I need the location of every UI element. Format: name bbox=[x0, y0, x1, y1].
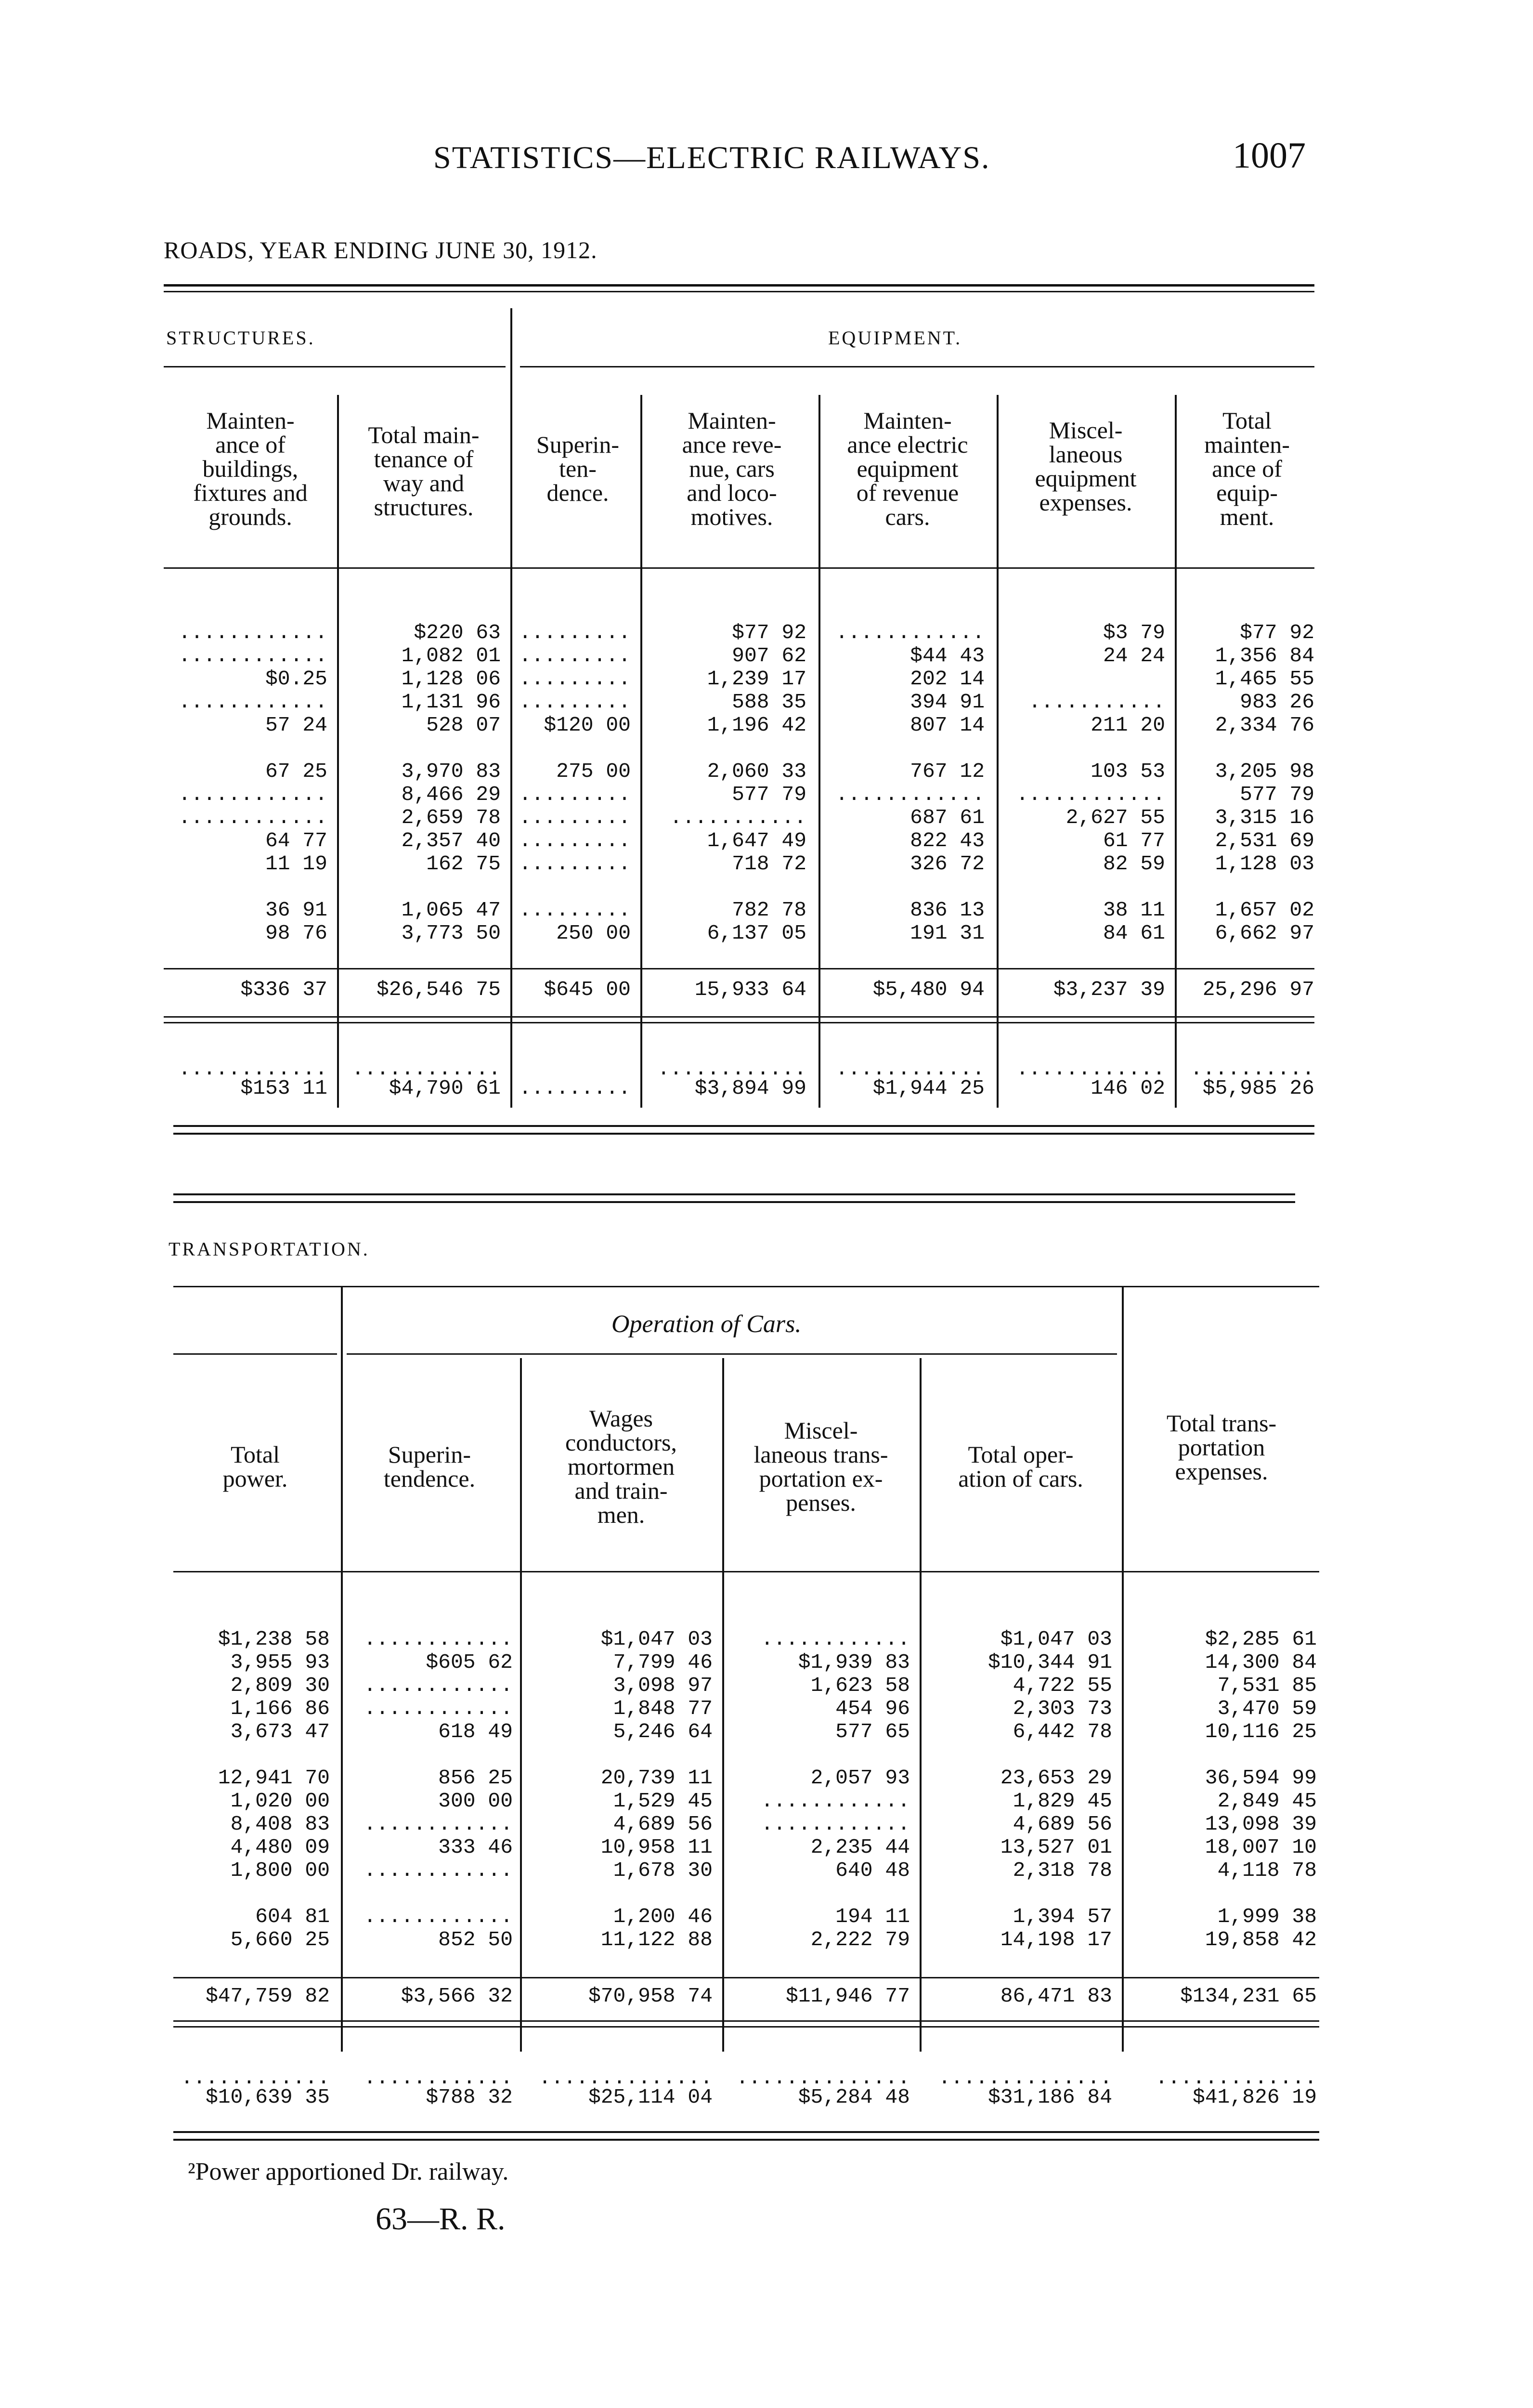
leader-dots: ............ bbox=[178, 1057, 327, 1081]
table-cell: 1,065 47 bbox=[401, 898, 501, 922]
apportioned-value: $41,826 19 bbox=[1192, 2085, 1317, 2109]
column-total: $645 00 bbox=[544, 978, 631, 1001]
table-cell: 1,657 02 bbox=[1215, 898, 1314, 922]
table-cell: ............ bbox=[364, 1627, 513, 1651]
table-cell: 36,594 99 bbox=[1205, 1766, 1317, 1790]
table-top-rule bbox=[164, 291, 1314, 292]
table-cell: 907 62 bbox=[732, 644, 806, 667]
data-column bbox=[176, 1628, 330, 1951]
table-cell: ............ bbox=[178, 783, 327, 806]
leader-dots: ............ bbox=[351, 1057, 501, 1081]
table-cell: 618 49 bbox=[438, 1720, 513, 1743]
table-cell: ......... bbox=[519, 690, 631, 714]
leader-dots: ............ bbox=[835, 1057, 985, 1081]
table-cell bbox=[176, 1743, 330, 1767]
apportioned-value: $3,894 99 bbox=[694, 1076, 806, 1100]
table-cell: 202 14 bbox=[910, 667, 985, 691]
table-cell: 1,082 01 bbox=[401, 644, 501, 667]
table-cell: 1,623 58 bbox=[810, 1674, 910, 1697]
table-cell: 5,246 64 bbox=[613, 1720, 713, 1743]
group-heading-operation: Operation of Cars. bbox=[611, 1310, 802, 1338]
table-cell: ......... bbox=[519, 806, 631, 829]
table-cell: 1,166 86 bbox=[230, 1697, 330, 1720]
data-column bbox=[648, 621, 806, 945]
column-header: Miscel- laneous trans- portation ex- penses. bbox=[754, 1417, 888, 1516]
table-cell: $0.25 bbox=[265, 667, 327, 691]
table-cell: 3,098 97 bbox=[613, 1674, 713, 1697]
table-cell: 1,529 45 bbox=[613, 1789, 713, 1813]
column-total: 86,471 83 bbox=[1000, 1984, 1112, 2008]
group-rule bbox=[164, 366, 506, 367]
table-cell: 5,660 25 bbox=[230, 1928, 330, 1951]
leader-dots: .......... bbox=[1190, 1057, 1314, 1081]
table-cell: 687 61 bbox=[910, 806, 985, 829]
table-bottom-rule bbox=[173, 1133, 1314, 1135]
column-rule bbox=[640, 395, 642, 1108]
page-number: 1007 bbox=[1233, 135, 1306, 176]
table-cell bbox=[826, 876, 985, 899]
table-cell: 2,627 55 bbox=[1065, 806, 1165, 829]
table-cell: 36 91 bbox=[265, 898, 327, 922]
table-cell: 836 13 bbox=[910, 898, 985, 922]
table-cell bbox=[1182, 876, 1314, 899]
footnote: ²Power apportioned Dr. railway. bbox=[188, 2158, 509, 2186]
table-cell: 1,800 00 bbox=[230, 1858, 330, 1882]
table-cell bbox=[518, 737, 631, 760]
table-cell: 4,722 55 bbox=[1013, 1674, 1112, 1697]
table-cell: 2,057 93 bbox=[810, 1766, 910, 1790]
table-bottom-rule bbox=[173, 2131, 1319, 2133]
table-cell: ............ bbox=[178, 644, 327, 667]
column-rule bbox=[1175, 395, 1177, 1108]
leader-dots: .............. bbox=[736, 2066, 910, 2090]
column-total: 25,296 97 bbox=[1202, 978, 1314, 1001]
table-bottom-rule bbox=[173, 1125, 1314, 1127]
table-cell bbox=[729, 1882, 910, 1905]
table-cell bbox=[927, 1882, 1112, 1905]
column-header: Mainten- ance electric equipment of revenue cars. bbox=[847, 407, 968, 530]
data-column bbox=[349, 1628, 513, 1951]
table-cell: $77 92 bbox=[1240, 621, 1314, 644]
table-cell: 3,773 50 bbox=[401, 921, 501, 945]
apportioned-value: $1,944 25 bbox=[872, 1076, 985, 1100]
table-cell: $1,238 58 bbox=[218, 1627, 330, 1651]
column-total: $336 37 bbox=[240, 978, 327, 1001]
leader-dots: ............. bbox=[1155, 2066, 1317, 2090]
table-cell bbox=[729, 1743, 910, 1767]
table-cell: 84 61 bbox=[1103, 921, 1165, 945]
table-cell bbox=[927, 1743, 1112, 1767]
leader-dots: .............. bbox=[938, 2066, 1112, 2090]
table-cell: 67 25 bbox=[265, 759, 327, 783]
table-cell: 6,662 97 bbox=[1215, 921, 1314, 945]
data-column bbox=[527, 1628, 713, 1951]
data-column bbox=[518, 621, 631, 945]
table-cell bbox=[527, 1882, 713, 1905]
data-column bbox=[1129, 1628, 1317, 1951]
table-cell: 250 00 bbox=[556, 921, 631, 945]
table-cell: 3,315 16 bbox=[1215, 806, 1314, 829]
table-top-rule bbox=[173, 1201, 1295, 1203]
table-cell: 3,970 83 bbox=[401, 759, 501, 783]
table-cell: 2,222 79 bbox=[810, 1928, 910, 1951]
apportioned-value: $31,186 84 bbox=[987, 2085, 1112, 2109]
table-cell: ......... bbox=[519, 621, 631, 644]
table-cell: ............ bbox=[178, 806, 327, 829]
table-cell bbox=[1129, 1743, 1317, 1767]
table-cell bbox=[1129, 1882, 1317, 1905]
column-header: Superin- tendence. bbox=[383, 1441, 476, 1492]
apportioned-value: $4,790 61 bbox=[389, 1076, 501, 1100]
table-cell: $605 62 bbox=[426, 1650, 513, 1674]
table-cell: 2,334 76 bbox=[1215, 713, 1314, 737]
table-cell bbox=[527, 1743, 713, 1767]
table-cell bbox=[648, 737, 806, 760]
table-cell: 98 76 bbox=[265, 921, 327, 945]
running-head: STATISTICS—ELECTRIC RAILWAYS. bbox=[433, 140, 990, 175]
table-cell: 8,466 29 bbox=[401, 783, 501, 806]
apportioned-value: $10,639 35 bbox=[205, 2085, 330, 2109]
table-cell: 718 72 bbox=[732, 852, 806, 876]
data-column bbox=[1004, 621, 1165, 945]
table-cell: 6,137 05 bbox=[707, 921, 806, 945]
table-cell: 1,356 84 bbox=[1215, 644, 1314, 667]
table-cell: 194 11 bbox=[835, 1905, 910, 1928]
data-column bbox=[1182, 621, 1314, 945]
column-header: Mainten- ance of buildings, fixtures and grounds. bbox=[193, 407, 308, 530]
table-cell: 782 78 bbox=[732, 898, 806, 922]
table-cell: 2,659 78 bbox=[401, 806, 501, 829]
page-subtitle: ROADS, YEAR ENDING JUNE 30, 1912. bbox=[164, 236, 598, 263]
table-cell: 1,131 96 bbox=[401, 690, 501, 714]
apportioned-value: 146 02 bbox=[1091, 1076, 1165, 1100]
table-cell: 24 24 bbox=[1103, 644, 1165, 667]
table-cell: 82 59 bbox=[1103, 852, 1165, 876]
table-cell: 162 75 bbox=[426, 852, 501, 876]
table-cell: ............ bbox=[364, 1674, 513, 1697]
table-cell: 3,955 93 bbox=[230, 1650, 330, 1674]
table-cell bbox=[518, 876, 631, 899]
column-total: $134,231 65 bbox=[1180, 1984, 1317, 2008]
table-cell: 604 81 bbox=[255, 1905, 330, 1928]
column-header: Total oper- ation of cars. bbox=[958, 1441, 1083, 1492]
column-total: $5,480 94 bbox=[872, 978, 985, 1001]
table-cell: 57 24 bbox=[265, 713, 327, 737]
table-cell: ............ bbox=[178, 690, 327, 714]
table-cell: ........... bbox=[670, 806, 806, 829]
table-cell: 7,799 46 bbox=[613, 1650, 713, 1674]
data-column bbox=[344, 621, 501, 945]
total-rule bbox=[173, 2020, 1319, 2022]
column-rule bbox=[818, 395, 820, 1108]
table-cell: 1,200 46 bbox=[613, 1905, 713, 1928]
table-cell: ............ bbox=[364, 1858, 513, 1882]
table-cell: $44 43 bbox=[910, 644, 985, 667]
column-total: $26,546 75 bbox=[376, 978, 501, 1001]
table-cell: 7,531 85 bbox=[1217, 1674, 1317, 1697]
table-cell: 20,739 11 bbox=[600, 1766, 713, 1790]
table-cell: ............ bbox=[761, 1627, 910, 1651]
table-cell: ............ bbox=[1016, 783, 1165, 806]
table-cell: 822 43 bbox=[910, 829, 985, 852]
table-cell bbox=[826, 737, 985, 760]
table-cell: 1,394 57 bbox=[1013, 1905, 1112, 1928]
data-column bbox=[927, 1628, 1112, 1951]
table-cell: 8,408 83 bbox=[230, 1812, 330, 1836]
signature-mark: 63—R. R. bbox=[376, 2201, 506, 2237]
column-header: Wages conductors, mortormen and train- men. bbox=[565, 1405, 677, 1528]
table-cell: 852 50 bbox=[438, 1928, 513, 1951]
total-rule bbox=[164, 1022, 1314, 1023]
table-cell: 1,829 45 bbox=[1013, 1789, 1112, 1813]
group-heading-equipment: EQUIPMENT. bbox=[828, 327, 962, 349]
table-cell bbox=[1004, 876, 1165, 899]
table-cell: ......... bbox=[519, 898, 631, 922]
table-cell: 23,653 29 bbox=[1000, 1766, 1112, 1790]
data-column bbox=[166, 621, 327, 945]
column-total: $3,237 39 bbox=[1053, 978, 1165, 1001]
table-cell: 2,531 69 bbox=[1215, 829, 1314, 852]
column-header: Total trans- portation expenses. bbox=[1166, 1410, 1277, 1485]
table-cell: $10,344 91 bbox=[987, 1650, 1112, 1674]
table-cell: ............ bbox=[364, 1697, 513, 1720]
total-rule bbox=[164, 968, 1314, 969]
table-cell: ......... bbox=[519, 783, 631, 806]
table-cell: 1,848 77 bbox=[613, 1697, 713, 1720]
table-cell: ............ bbox=[761, 1812, 910, 1836]
column-rule bbox=[997, 395, 999, 1108]
table-cell: 2,318 78 bbox=[1013, 1858, 1112, 1882]
apportioned-value: ......... bbox=[519, 1076, 631, 1100]
column-rule bbox=[337, 395, 339, 1108]
table-cell: 2,809 30 bbox=[230, 1674, 330, 1697]
table-cell: 211 20 bbox=[1091, 713, 1165, 737]
table-cell: 767 12 bbox=[910, 759, 985, 783]
table-cell: 11 19 bbox=[265, 852, 327, 876]
table-cell: 394 91 bbox=[910, 690, 985, 714]
table-cell: 14,198 17 bbox=[1000, 1928, 1112, 1951]
table-cell: 19,858 42 bbox=[1205, 1928, 1317, 1951]
table-cell bbox=[1182, 737, 1314, 760]
table-cell: 103 53 bbox=[1091, 759, 1165, 783]
table-cell: 3,673 47 bbox=[230, 1720, 330, 1743]
group-rule bbox=[173, 1286, 1319, 1287]
table-top-rule bbox=[173, 1193, 1295, 1195]
data-column bbox=[729, 1628, 910, 1951]
table-cell: 2,849 45 bbox=[1217, 1789, 1317, 1813]
table-cell: 326 72 bbox=[910, 852, 985, 876]
column-total: $70,958 74 bbox=[588, 1984, 713, 2008]
apportioned-value: $5,284 48 bbox=[798, 2085, 910, 2109]
apportioned-value: $5,985 26 bbox=[1202, 1076, 1314, 1100]
table-cell: ......... bbox=[519, 667, 631, 691]
table-cell bbox=[176, 1882, 330, 1905]
table-cell bbox=[648, 876, 806, 899]
table-cell: 1,239 17 bbox=[707, 667, 806, 691]
table-cell: ......... bbox=[519, 852, 631, 876]
column-total: $11,946 77 bbox=[785, 1984, 910, 2008]
table-cell: ............ bbox=[835, 621, 985, 644]
table-cell bbox=[344, 737, 501, 760]
table-cell: 983 26 bbox=[1240, 690, 1314, 714]
table-cell: 640 48 bbox=[835, 1858, 910, 1882]
table-cell bbox=[349, 1882, 513, 1905]
table-cell: ........... bbox=[1028, 690, 1165, 714]
table-cell: 2,060 33 bbox=[707, 759, 806, 783]
table-cell: 1,128 06 bbox=[401, 667, 501, 691]
table-cell: 1,196 42 bbox=[707, 713, 806, 737]
table-cell: $120 00 bbox=[544, 713, 631, 737]
table-cell: ............ bbox=[761, 1789, 910, 1813]
leader-dots: .............. bbox=[538, 2066, 713, 2090]
table-cell: 577 79 bbox=[732, 783, 806, 806]
table-cell: 1,678 30 bbox=[613, 1858, 713, 1882]
leader-dots: ............ bbox=[364, 2066, 513, 2090]
column-total: $47,759 82 bbox=[205, 1984, 330, 2008]
table-cell: 4,689 56 bbox=[613, 1812, 713, 1836]
table-cell: ............ bbox=[364, 1905, 513, 1928]
table-cell bbox=[1004, 667, 1165, 691]
leader-dots: ............ bbox=[657, 1057, 806, 1081]
column-header: Mainten- ance reve- nue, cars and loco- motives. bbox=[682, 407, 782, 530]
table-cell: 14,300 84 bbox=[1205, 1650, 1317, 1674]
group-heading-structures: STRUCTURES. bbox=[166, 327, 315, 349]
table-cell bbox=[1004, 737, 1165, 760]
apportioned-value: $25,114 04 bbox=[588, 2085, 713, 2109]
table-cell: 2,235 44 bbox=[810, 1835, 910, 1859]
table-cell: 528 07 bbox=[426, 713, 501, 737]
table-cell bbox=[166, 737, 327, 760]
table-cell: 1,647 49 bbox=[707, 829, 806, 852]
table-cell: 6,442 78 bbox=[1013, 1720, 1112, 1743]
table-cell: 3,205 98 bbox=[1215, 759, 1314, 783]
table-cell: $220 63 bbox=[414, 621, 501, 644]
table-cell: 18,007 10 bbox=[1205, 1835, 1317, 1859]
table-top-rule bbox=[164, 284, 1314, 287]
table-cell: 1,128 03 bbox=[1215, 852, 1314, 876]
table-cell: 1,999 38 bbox=[1217, 1905, 1317, 1928]
table-bottom-rule bbox=[173, 2139, 1319, 2141]
table-cell: 275 00 bbox=[556, 759, 631, 783]
table-cell: $1,047 03 bbox=[600, 1627, 713, 1651]
column-header: Total main- tenance of way and structures. bbox=[368, 421, 480, 521]
column-rule bbox=[341, 1286, 343, 2052]
table-cell: 577 65 bbox=[835, 1720, 910, 1743]
table-cell: ............ bbox=[835, 783, 985, 806]
column-total: $3,566 32 bbox=[401, 1984, 513, 2008]
header-rule bbox=[164, 567, 1314, 569]
table-cell bbox=[344, 876, 501, 899]
column-header: Superin- ten- dence. bbox=[536, 431, 620, 506]
section-title: TRANSPORTATION. bbox=[169, 1238, 370, 1260]
table-cell: ............ bbox=[178, 621, 327, 644]
table-cell: 300 00 bbox=[438, 1789, 513, 1813]
column-header: Miscel- laneous equipment expenses. bbox=[1035, 417, 1137, 516]
table-cell: 12,941 70 bbox=[218, 1766, 330, 1790]
table-cell: 1,020 00 bbox=[230, 1789, 330, 1813]
table-cell bbox=[349, 1743, 513, 1767]
column-rule bbox=[1122, 1286, 1124, 2052]
leader-dots: ............ bbox=[1016, 1057, 1165, 1081]
apportioned-value: $153 11 bbox=[240, 1076, 327, 1100]
table-cell: 11,122 88 bbox=[600, 1928, 713, 1951]
column-rule bbox=[510, 308, 512, 1108]
table-cell: 3,470 59 bbox=[1217, 1697, 1317, 1720]
table-cell: 2,303 73 bbox=[1013, 1697, 1112, 1720]
group-rule bbox=[173, 1353, 337, 1355]
column-header: Total power. bbox=[222, 1441, 288, 1492]
table-cell: $1,047 03 bbox=[1000, 1627, 1112, 1651]
table-cell: 807 14 bbox=[910, 713, 985, 737]
total-rule bbox=[173, 1977, 1319, 1978]
column-total: 15,933 64 bbox=[694, 978, 806, 1001]
column-header: Total mainten- ance of equip- ment. bbox=[1204, 407, 1290, 530]
table-cell: $2,285 61 bbox=[1205, 1627, 1317, 1651]
table-cell: 2,357 40 bbox=[401, 829, 501, 852]
table-cell: ......... bbox=[519, 644, 631, 667]
table-cell: 1,465 55 bbox=[1215, 667, 1314, 691]
table-cell: ............ bbox=[364, 1812, 513, 1836]
table-cell: 61 77 bbox=[1103, 829, 1165, 852]
total-rule bbox=[173, 2026, 1319, 2028]
table-cell: 38 11 bbox=[1103, 898, 1165, 922]
table-cell: $3 79 bbox=[1103, 621, 1165, 644]
table-cell: 10,116 25 bbox=[1205, 1720, 1317, 1743]
table-cell: 4,689 56 bbox=[1013, 1812, 1112, 1836]
total-rule bbox=[164, 1016, 1314, 1018]
table-cell: 856 25 bbox=[438, 1766, 513, 1790]
table-cell: ......... bbox=[519, 829, 631, 852]
table-cell: 333 46 bbox=[438, 1835, 513, 1859]
table-cell: 64 77 bbox=[265, 829, 327, 852]
table-cell: 577 79 bbox=[1240, 783, 1314, 806]
table-cell: 10,958 11 bbox=[600, 1835, 713, 1859]
table-cell: 13,098 39 bbox=[1205, 1812, 1317, 1836]
group-rule bbox=[347, 1353, 1117, 1355]
table-cell bbox=[166, 876, 327, 899]
table-cell: 4,480 09 bbox=[230, 1835, 330, 1859]
table-cell: 191 31 bbox=[910, 921, 985, 945]
table-cell: 4,118 78 bbox=[1217, 1858, 1317, 1882]
group-rule bbox=[520, 366, 1314, 367]
table-cell: $1,939 83 bbox=[798, 1650, 910, 1674]
table-cell: $77 92 bbox=[732, 621, 806, 644]
table-cell: 454 96 bbox=[835, 1697, 910, 1720]
data-column bbox=[826, 621, 985, 945]
apportioned-value: $788 32 bbox=[426, 2085, 513, 2109]
table-cell: 13,527 01 bbox=[1000, 1835, 1112, 1859]
header-rule bbox=[173, 1571, 1319, 1572]
table-cell: 588 35 bbox=[732, 690, 806, 714]
leader-dots: ............ bbox=[181, 2066, 330, 2090]
